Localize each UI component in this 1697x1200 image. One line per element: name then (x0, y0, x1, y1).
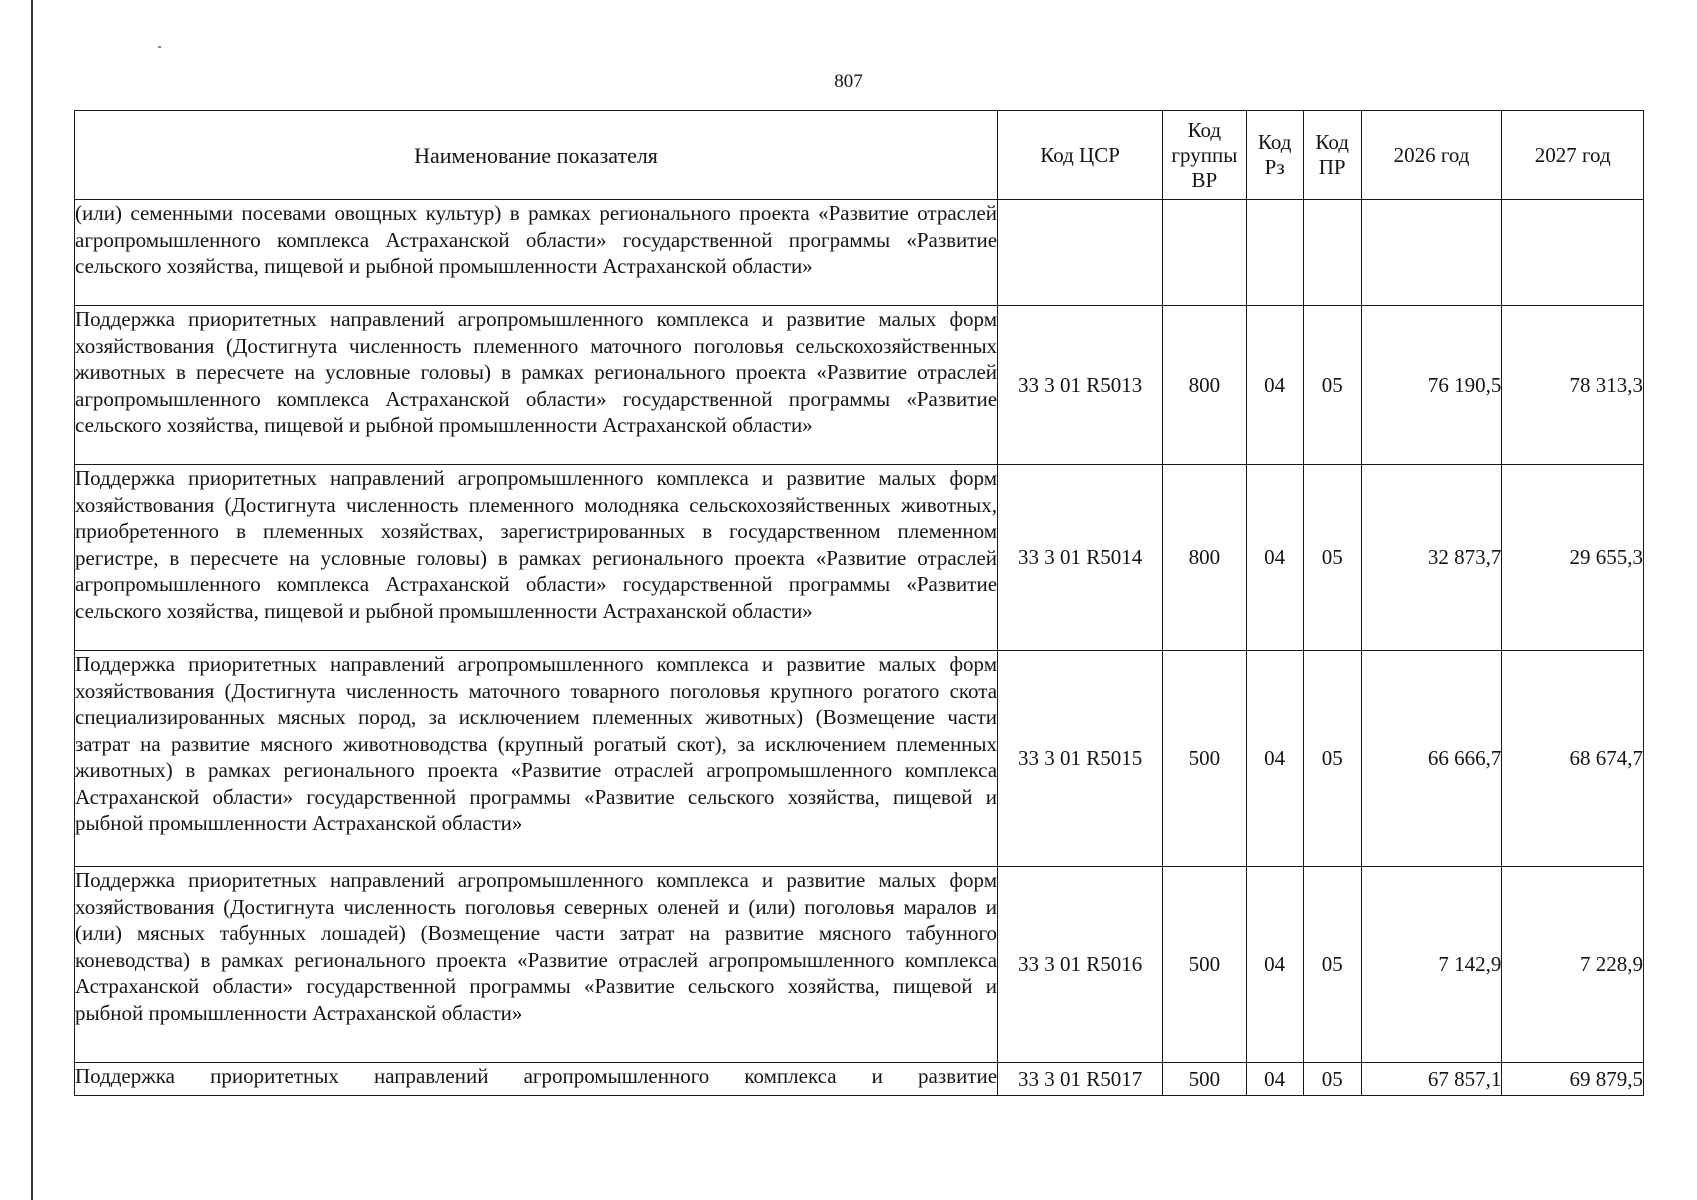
amount-2027: 7 228,9 (1502, 867, 1644, 1063)
indicator-name: Поддержка приоритетных направлений агропромышленного комплекса и развитие малых форм хозяйствования (Достигнута численность племенного молодняка сельскохозяйственных животных, приобретенного в племенных хозяйствах, зарегистрированных в государственном племенном регистре, в пересчете на условные головы) в рамках регионального проекта «Развитие отраслей агропромышленного комплекса Астраханской области» государственной программы «Развитие сельского хозяйства, пищевой и рыбной промышленности Астраханской области» (75, 465, 998, 651)
amount-2026 (1361, 200, 1502, 306)
vr-code: 800 (1163, 465, 1247, 651)
vr-code: 800 (1163, 306, 1247, 465)
header-pr-code: Код ПР (1303, 111, 1361, 200)
rz-code: 04 (1246, 465, 1303, 651)
vr-code: 500 (1163, 651, 1247, 867)
pr-code: 05 (1303, 465, 1361, 651)
table-row (75, 867, 1644, 1063)
pr-code: 05 (1303, 1063, 1361, 1096)
table-row (75, 1063, 1644, 1096)
table-row (75, 200, 1644, 306)
amount-2027: 78 313,3 (1502, 306, 1644, 465)
header-year-2026: 2026 год (1361, 111, 1502, 200)
header-row (75, 111, 1644, 200)
vr-code: 500 (1163, 867, 1247, 1063)
indicator-name: (или) семенными посевами овощных культур) в рамках регионального проекта «Развитие отраслей агропромышленного комплекса Астраханской области» государственной программы «Развитие сельского хозяйства, пищевой и рыбной промышленности Астраханской области» (75, 200, 998, 306)
amount-2026: 76 190,5 (1361, 306, 1502, 465)
rz-code (1246, 200, 1303, 306)
amount-2026: 66 666,7 (1361, 651, 1502, 867)
vr-code: 500 (1163, 1063, 1247, 1096)
amount-2026: 7 142,9 (1361, 867, 1502, 1063)
csr-code: 33 3 01 R5015 (998, 651, 1163, 867)
rz-code: 04 (1246, 867, 1303, 1063)
header-name: Наименование показателя (75, 111, 998, 200)
pr-code: 05 (1303, 867, 1361, 1063)
indicator-name: Поддержка приоритетных направлений агропромышленного комплекса и развитие малых форм хозяйствования (Достигнута численность маточного товарного поголовья крупного рогатого скота специализированных мясных пород, за исключением племенных животных) (Возмещение части затрат на развитие мясного животноводства (крупный рогатый скот), за исключением племенных животных) в рамках регионального проекта «Развитие отраслей агропромышленного комплекса Астраханской области» государственной программы «Развитие сельского хозяйства, пищевой и рыбной промышленности Астраханской области» (75, 651, 998, 867)
header-rz-code: Код Рз (1246, 111, 1303, 200)
amount-2027: 69 879,5 (1502, 1063, 1644, 1096)
header-vr-group-code: Код группы ВР (1163, 111, 1247, 200)
csr-code: 33 3 01 R5014 (998, 465, 1163, 651)
indicator-name: Поддержка приоритетных направлений агропромышленного комплекса и развитие малых форм хозяйствования (Достигнута численность поголовья северных оленей и (или) поголовья маралов и (или) мясных табунных лошадей) (Возмещение части затрат на развитие мясного табунного коневодства) в рамках регионального проекта «Развитие отраслей агропромышленного комплекса Астраханской области» государственной программы «Развитие сельского хозяйства, пищевой и рыбной промышленности Астраханской области» (75, 867, 998, 1063)
header-year-2027: 2027 год (1502, 111, 1644, 200)
csr-code (998, 200, 1163, 306)
rz-code: 04 (1246, 1063, 1303, 1096)
table-row (75, 306, 1644, 465)
csr-code: 33 3 01 R5013 (998, 306, 1163, 465)
amount-2027 (1502, 200, 1644, 306)
rz-code: 04 (1246, 651, 1303, 867)
indicator-name: Поддержка приоритетных направлений агропромышленного комплекса и развитие малых форм хозяйствования (Достигнута численность племенного маточного поголовья сельскохозяйственных животных в пересчете на условные головы) в рамках регионального проекта «Развитие отраслей агропромышленного комплекса Астраханской области» государственной программы «Развитие сельского хозяйства, пищевой и рыбной промышленности Астраханской области» (75, 306, 998, 465)
amount-2026: 32 873,7 (1361, 465, 1502, 651)
table-row (75, 465, 1644, 651)
amount-2027: 29 655,3 (1502, 465, 1644, 651)
vr-code (1163, 200, 1247, 306)
amount-2027: 68 674,7 (1502, 651, 1644, 867)
rz-code: 04 (1246, 306, 1303, 465)
scan-speck (158, 46, 161, 48)
csr-code: 33 3 01 R5017 (998, 1063, 1163, 1096)
budget-table (74, 110, 1644, 1096)
pr-code: 05 (1303, 306, 1361, 465)
csr-code: 33 3 01 R5016 (998, 867, 1163, 1063)
table-row (75, 651, 1644, 867)
binding-line (31, 0, 33, 1200)
page-number: 807 (834, 71, 863, 92)
header-csr-code: Код ЦСР (998, 111, 1163, 200)
amount-2026: 67 857,1 (1361, 1063, 1502, 1096)
pr-code (1303, 200, 1361, 306)
pr-code: 05 (1303, 651, 1361, 867)
indicator-name: Поддержка приоритетных направлений агропромышленного комплекса и развитие (75, 1063, 998, 1096)
